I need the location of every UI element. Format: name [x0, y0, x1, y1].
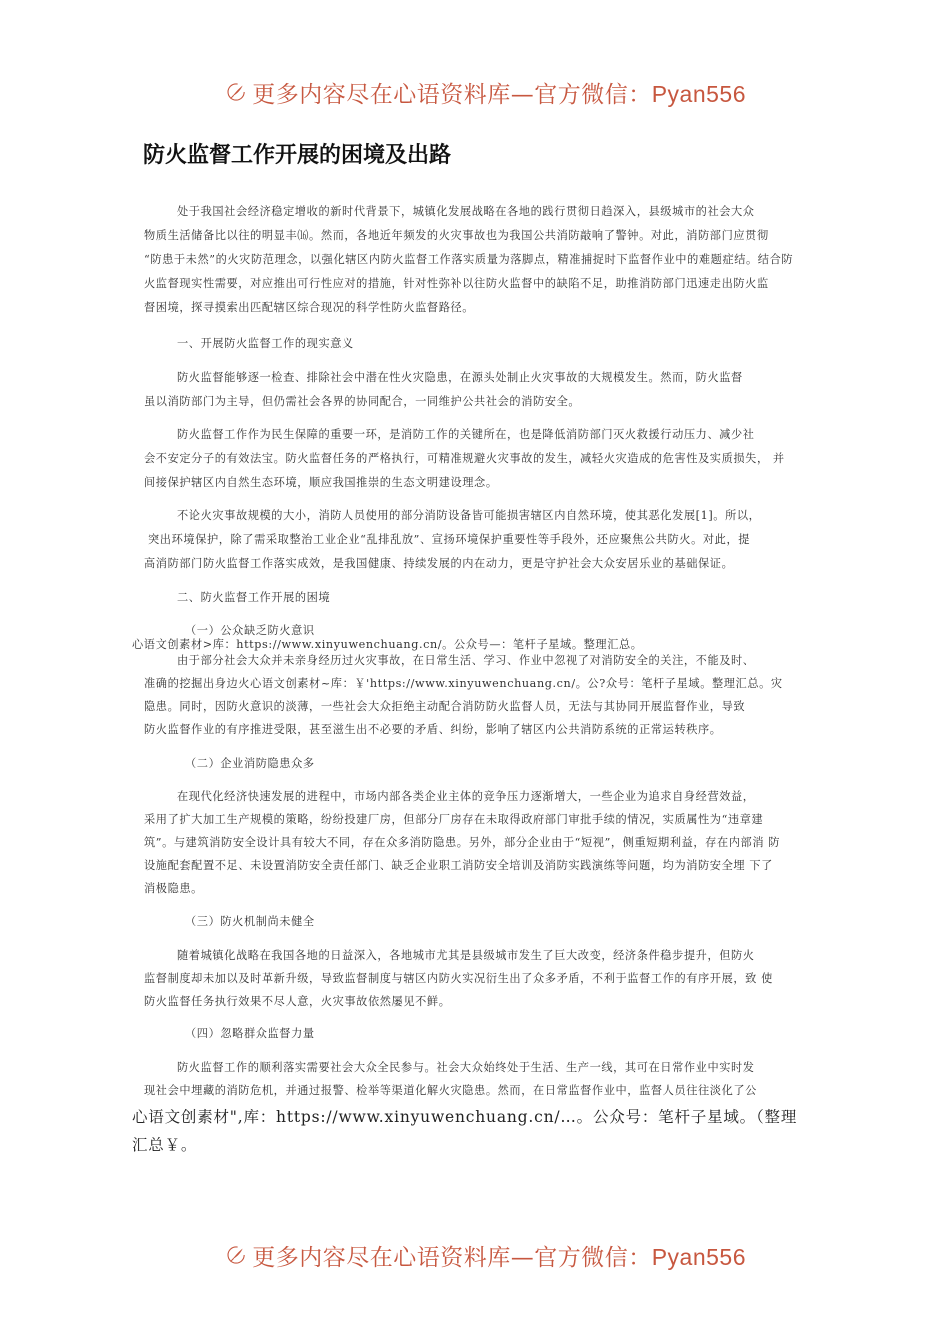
footer-banner [226, 1233, 746, 1277]
section-heading: 一、开展防火监督工作的现实意义 [177, 337, 354, 350]
subsection-heading: （三）防火机制尚未健全 [185, 915, 315, 928]
body-line: 物质生活储备比以往的明显丰⒃。然而，各地近年频发的火灾事故也为我国公共消防敲响了警钟。对此，消防部门应贯彻 [144, 229, 769, 242]
subsection-heading: （四）忽略群众监督力量 [185, 1027, 315, 1040]
body-line: 火监督现实性需要，对应推出可行性应对的措施，针对性弥补以往防火监督中的缺陷不足，助推消防部门迅速走出防火监 [144, 277, 769, 290]
subsection-heading: （一）公众缺乏防火意识 [185, 624, 315, 637]
header-banner-account: Pyan556 [651, 80, 746, 107]
body-line: 由于部分社会大众并未亲身经历过火灾事故，在日常生活、学习、作业中忽视了对消防安全的关注，不能及时、 [177, 654, 755, 667]
body-line: 消极隐患。 [144, 882, 203, 895]
body-line: 间接保护辖区内自然生态环境，顺应我国推崇的生态文明建设理念。 [144, 476, 498, 489]
body-line: 处于我国社会经济稳定增收的新时代背景下，城镇化发展战略在各地的践行贯彻日趋深入，县级城市的社会大众 [177, 205, 755, 218]
body-line: 虽以消防部门为主导，但仍需社会各界的协同配合，一同维护公共社会的消防安全。 [144, 395, 581, 408]
body-line: 现社会中埋藏的消防危机，并通过报警、检举等渠道化解火灾隐患。然而，在日常监督作业中，监督人员往往淡化了公 [144, 1084, 757, 1097]
body-line: 防火监督能够逐一检查、排除社会中潜在性火灾隐患，在源头处制止火灾事故的大规模发生。然而，防火监督 [177, 371, 743, 384]
body-line: 突出环境保护，除了需采取整治工业企业“乱排乱放”、宣扬环境保护重要性等手段外，还应聚焦公共防火。对此，提 [148, 533, 751, 546]
watermark-line: 汇总￥。 [132, 1136, 198, 1154]
header-banner-text: 更多内容尽在心语资料库—官方微信： [252, 81, 652, 108]
body-line: 督困境，探寻摸索出匹配辖区综合现况的科学性防火监督路径。 [144, 301, 475, 314]
watermark-line: 心语文创素材>库：https://www.xinyuwenchuang.cn/。公众号—：笔杆子星域。整理汇总。 [132, 638, 643, 651]
watermark-line: 心语文创素材",库：https://www.xinyuwenchuang.cn/…。公众号：笔杆子星域。（整理 [132, 1108, 798, 1126]
body-line: 设施配套配置不足、未设置消防安全责任部门、缺乏企业职工消防安全培训及消防实践演练等问题，均为消防安全埋 下了 [144, 859, 773, 872]
quill-logo-icon [226, 1235, 246, 1275]
body-line: 会不安定分子的有效法宝。防火监督任务的严格执行，可精准规避火灾事故的发生，减轻火灾造成的危害性及实质损失， 并 [144, 452, 785, 465]
body-line: 防火监督工作的顺利落实需要社会大众全民参与。社会大众始终处于生活、生产一线，其可在日常作业中实时发 [177, 1061, 755, 1074]
quill-logo-icon [226, 72, 246, 112]
document-title: 防火监督工作开展的困境及出路 [143, 143, 452, 168]
body-line: “防患于未然”的火灾防范理念，以强化辖区内防火监督工作落实质量为落脚点，精准捕捉时下监督作业中的难题症结。结合防 [144, 253, 794, 266]
footer-banner-account: Pyan556 [651, 1243, 746, 1270]
body-line: 随着城镇化战略在我国各地的日益深入，各地城市尤其是县级城市发生了巨大改变，经济条件稳步提升，但防火 [177, 949, 755, 962]
body-line: 高消防部门防火监督工作落实成效，是我国健康、持续发展的内在动力，更是守护社会大众安居乐业的基础保证。 [144, 557, 734, 570]
body-line: 监督制度却未加以及时革新升级，导致监督制度与辖区内防火实况衍生出了众多矛盾，不利于监督工作的有序开展，致 使 [144, 972, 773, 985]
body-line: 准确的挖掘出身边火心语文创素材~库：￥'https://www.xinyuwenchuang.cn/。公?众号：笔杆子星域。整理汇总。灾 [144, 677, 783, 690]
footer-banner-text: 更多内容尽在心语资料库—官方微信： [252, 1244, 652, 1271]
section-heading: 二、防火监督工作开展的困境 [177, 591, 331, 604]
header-banner [226, 70, 746, 114]
body-line: 隐患。同时，因防火意识的淡薄，一些社会大众拒绝主动配合消防防火监督人员，无法与其协同开展监督作业，导致 [144, 700, 746, 713]
body-line: 筑”。与建筑消防安全设计具有较大不同，存在众多消防隐患。另外，部分企业由于“短视”，侧重短期利益，存在内部消 防 [144, 836, 781, 849]
body-line: 防火监督任务执行效果不尽人意，火灾事故依然屡见不鲜。 [144, 995, 451, 1008]
subsection-heading: （二）企业消防隐患众多 [185, 757, 315, 770]
body-line: 防火监督工作作为民生保障的重要一环，是消防工作的关键所在，也是降低消防部门灭火救援行动压力、减少社 [177, 428, 755, 441]
body-line: 防火监督作业的有序推进受限，甚至滋生出不必要的矛盾、纠纷，影响了辖区内公共消防系统的正常运转秩序。 [144, 723, 722, 736]
body-line: 在现代化经济快速发展的进程中，市场内部各类企业主体的竞争压力逐渐增大，一些企业为追求自身经营效益， [177, 790, 755, 803]
body-line: 不论火灾事故规模的大小，消防人员使用的部分消防设备皆可能损害辖区内自然环境，使其恶化发展[1]。所以， [177, 509, 761, 522]
body-line: 采用了扩大加工生产规模的策略，纷纷投建厂房，但部分厂房存在未取得政府部门审批手续的情况，实质属性为“违章建 [144, 813, 764, 826]
